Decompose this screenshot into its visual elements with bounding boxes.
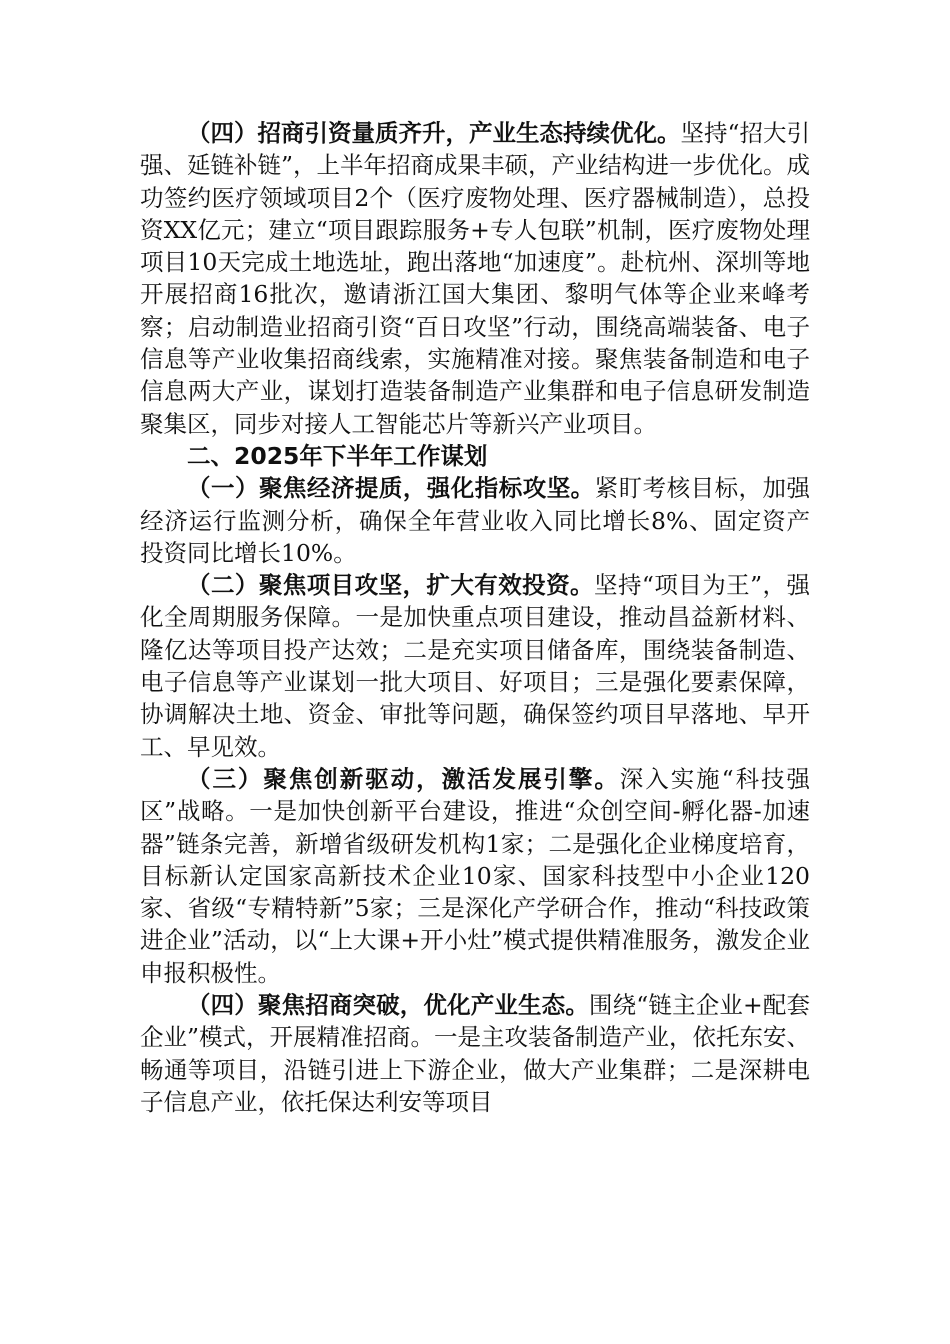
paragraph-body: 围绕“链主企业+配套企业”模式，开展精准招商。一是主攻装备制造产业，依托东安、畅通等项目，沿链引进上下游企业，做大产业集群；二是深耕电子信息产业，依托保达利安等项目 xyxy=(140,991,811,1116)
paragraph-lead: （一）聚焦经济提质，强化指标攻坚。 xyxy=(187,474,595,503)
paragraph-body: 紧盯考核目标，加强经济运行监测分析，确保全年营业收入同比增长8%、固定资产投资同比增长10%。 xyxy=(140,474,811,567)
paragraph-lead: （三）聚焦创新驱动，激活发展引擎。 xyxy=(187,764,620,793)
paragraph-projects xyxy=(140,569,810,763)
paragraph-body: 坚持“项目为王”，强化全周期服务保障。一是加快重点项目建设，推动昌益新材料、隆亿达等项目投产达效；二是充实项目储备库，围绕装备制造、电子信息等产业谋划一批大项目、好项目；三是强化要素保障，协调解决土地、资金、审批等问题，确保签约项目早落地、早开工、早见效。 xyxy=(140,571,810,761)
paragraph-investment-attraction xyxy=(140,117,810,440)
paragraph-lead: （二）聚焦项目攻坚，扩大有效投资。 xyxy=(187,571,594,600)
paragraph-innovation xyxy=(140,763,810,989)
paragraph-body: 深入实施“科技强区”战略。一是加快创新平台建设，推进“众创空间-孵化器-加速器”链条完善，新增省级研发机构1家；二是强化企业梯度培育，目标新认定国家高新技术企业10家、国家科技型中小企业120家、省级“专精特新”5家；三是深化产学研合作，推动“科技政策进企业”活动，以“上大课+开小灶”模式提供精准服务，激发企业申报积极性。 xyxy=(140,764,810,987)
paragraph-lead: （四）招商引资量质齐升，产业生态持续优化。 xyxy=(187,119,681,147)
document-page xyxy=(140,117,810,1118)
paragraph-investment-breakthrough xyxy=(140,989,810,1118)
paragraph-lead: （四）聚焦招商突破，优化产业生态。 xyxy=(187,991,589,1020)
section-heading: 二、2025年下半年工作谋划 xyxy=(187,441,488,470)
paragraph-body: 坚持“招大引强、延链补链”，上半年招商成果丰硕，产业结构进一步优化。成功签约医疗领域项目2个（医疗废物处理、医疗器械制造），总投资XX亿元；建立“项目跟踪服务+专人包联”机制，医疗废物处理项目10天完成土地选址，跑出落地“加速度”。赴杭州、深圳等地开展招商16批次，邀请浙江国大集团、黎明气体等企业来峰考察；启动制造业招商引资“百日攻坚”行动，围绕高端装备、电子信息等产业收集招商线索，实施精准对接。聚焦装备制造和电子信息两大产业，谋划打造装备制造产业集群和电子信息研发制造聚集区，同步对接人工智能芯片等新兴产业项目。 xyxy=(140,119,811,438)
paragraph-economy xyxy=(140,472,810,569)
